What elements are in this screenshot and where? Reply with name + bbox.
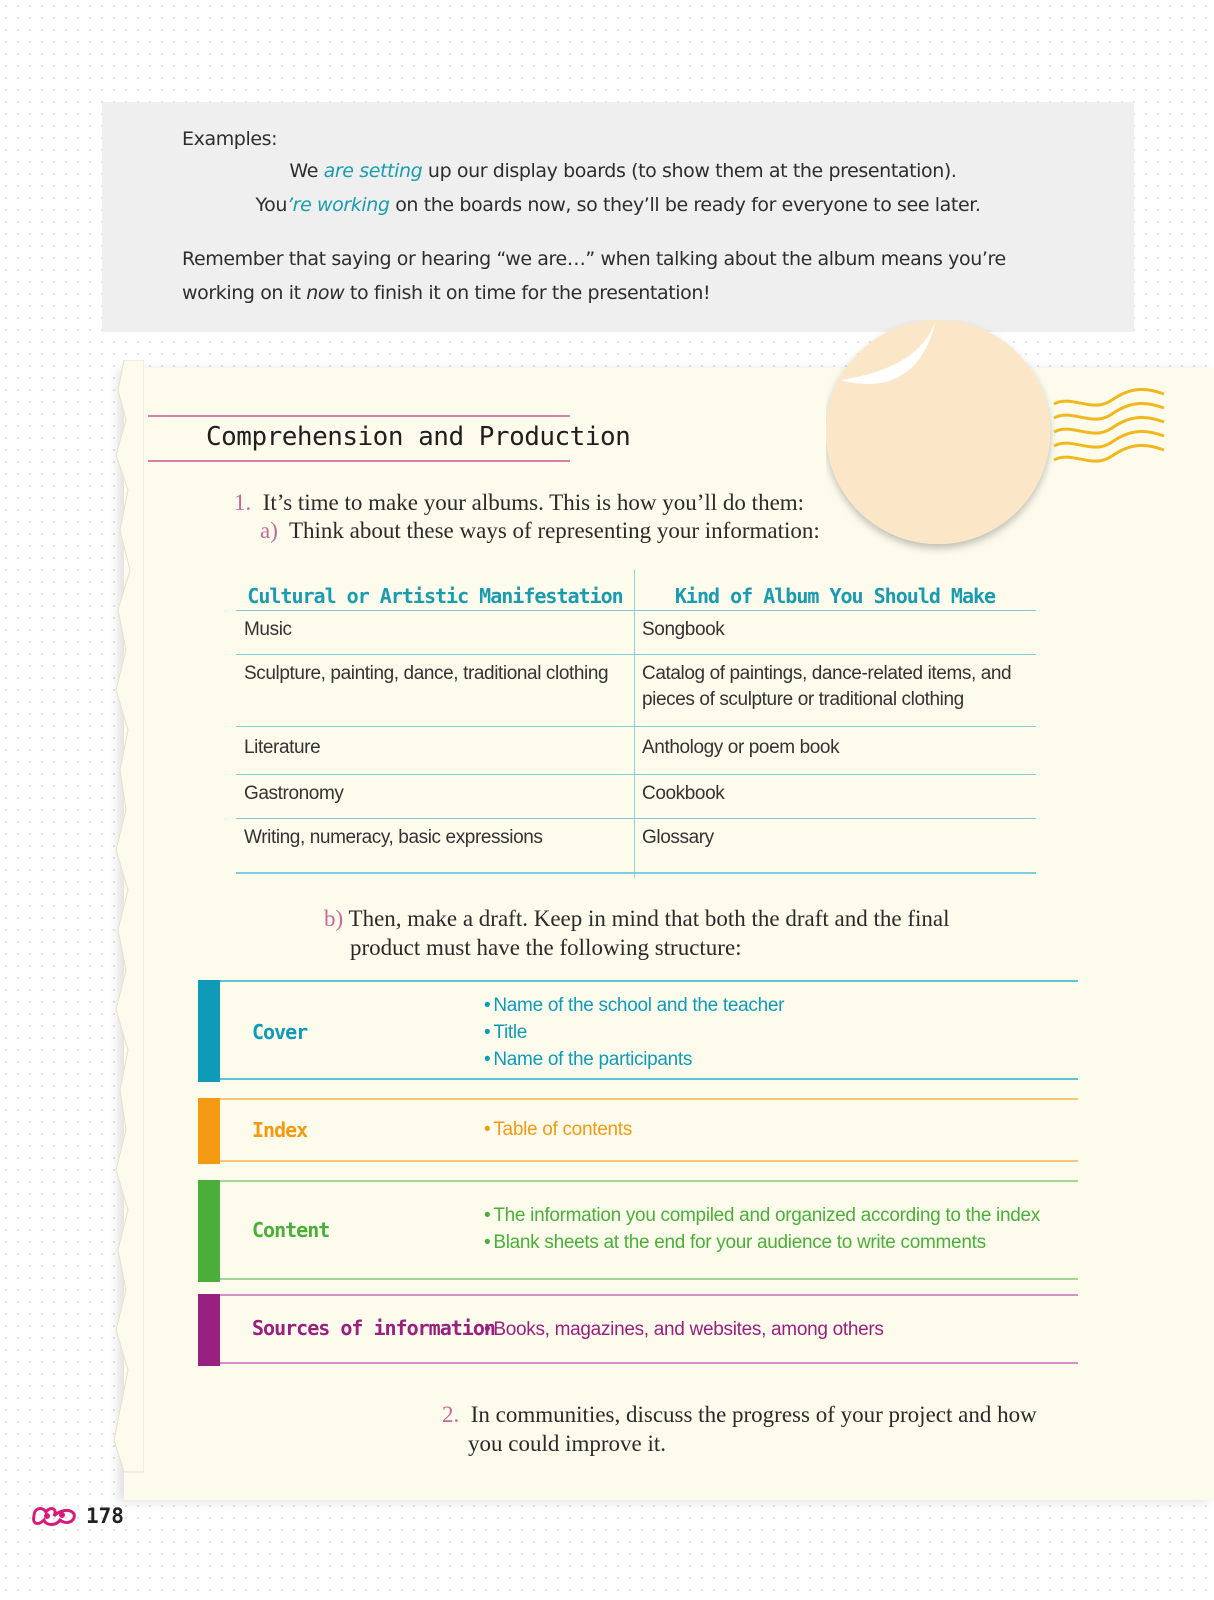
structure-label: Cover	[252, 1020, 308, 1044]
table-row	[236, 774, 1036, 818]
structure-label: Index	[252, 1118, 308, 1142]
instruction-1b-line-2: product must have the following structure:	[350, 935, 742, 960]
instruction-1a-text: Think about these ways of representing your information:	[288, 518, 820, 543]
table-cell: Gastronomy	[244, 783, 344, 804]
structure-color-bar	[198, 1294, 220, 1366]
table-cell: Glossary	[642, 827, 714, 848]
remember-pre: Remember that saying or hearing “we are…” when talking about the album means you’re working on it	[182, 248, 1006, 304]
example-2-pre: You	[255, 194, 288, 216]
structure-bullets	[484, 1116, 632, 1143]
instruction-1b	[324, 904, 950, 962]
remember-note	[182, 242, 1062, 310]
instruction-2	[442, 1400, 1037, 1458]
structure-color-bar	[198, 1180, 220, 1282]
structure-bullet: • Table of contents	[484, 1116, 632, 1143]
table-cell: Literature	[244, 737, 321, 758]
table-cell: Anthology or poem book	[642, 737, 840, 758]
structure-bullets	[484, 1316, 884, 1343]
torn-edge-decoration	[104, 360, 144, 1480]
heading-rule-top	[148, 415, 570, 417]
structure-label: Sources of information	[252, 1316, 495, 1340]
structure-bullet: • Books, magazines, and websites, among others	[484, 1316, 884, 1343]
structure-rule-top	[220, 980, 1078, 982]
structure-color-bar	[198, 1098, 220, 1164]
heading-rule-bottom	[148, 460, 570, 462]
table-row	[236, 610, 1036, 654]
examples-box	[102, 102, 1134, 332]
instruction-1-text: It’s time to make your albums. This is how you’ll do them:	[262, 490, 805, 515]
instruction-1a-letter: a)	[260, 518, 278, 543]
table-row	[236, 818, 1036, 872]
instruction-1b-letter: b)	[324, 906, 344, 931]
structure-row-index	[198, 1098, 1078, 1164]
structure-color-bar	[198, 980, 220, 1082]
publisher-logo-icon	[30, 1502, 78, 1528]
structure-bullet: • Name of the participants	[484, 1046, 784, 1073]
structure-rule-bottom	[220, 1362, 1078, 1364]
instruction-2-number: 2.	[442, 1402, 460, 1427]
example-sentence-1	[102, 160, 1134, 182]
table-cell: Music	[244, 619, 292, 640]
structure-bullet: • Title	[484, 1019, 784, 1046]
structure-rule-bottom	[220, 1160, 1078, 1162]
structure-bullet: • Name of the school and the teacher	[484, 992, 784, 1019]
circle-sticker-decoration	[826, 320, 1066, 556]
table-cell: Writing, numeracy, basic expressions	[244, 827, 543, 848]
instruction-1b-line-1: Then, make a draft. Keep in mind that both the draft and the final	[348, 906, 950, 931]
table-cell: Songbook	[642, 619, 725, 640]
structure-bullet: • Blank sheets at the end for your audience to write comments	[484, 1229, 1040, 1256]
example-1-post: up our display boards (to show them at the presentation).	[422, 160, 957, 182]
instruction-2-line-1: In communities, discuss the progress of your project and how	[470, 1402, 1037, 1427]
table-header-album-kind: Kind of Album You Should Make	[674, 584, 996, 608]
example-1-pre: We	[289, 160, 324, 182]
page-number: 178	[86, 1504, 124, 1528]
postmark-waves-decoration	[1052, 374, 1166, 466]
structure-label: Content	[252, 1218, 330, 1242]
section-heading: Comprehension and Production	[206, 422, 631, 452]
table-header-manifestation: Cultural or Artistic Manifestation	[247, 584, 623, 608]
table-cell: Catalog of paintings, dance-related items, and pieces of sculpture or traditional clothing	[642, 663, 1012, 710]
structure-row-cover	[198, 980, 1078, 1082]
examples-title: Examples:	[182, 128, 278, 150]
structure-row-content	[198, 1180, 1078, 1282]
structure-bullet: • The information you compiled and organized according to the index	[484, 1202, 1040, 1229]
instruction-1a	[260, 518, 820, 544]
structure-row-sources	[198, 1294, 1078, 1366]
example-1-highlight: are setting	[323, 160, 423, 182]
example-sentence-2	[102, 194, 1134, 216]
table-cell: Sculpture, painting, dance, traditional clothing	[244, 663, 609, 684]
example-2-post: on the boards now, so they’ll be ready for everyone to see later.	[389, 194, 981, 216]
table-row	[236, 654, 1036, 726]
table-cell: Cookbook	[642, 783, 725, 804]
instruction-1	[234, 490, 804, 516]
structure-bullets	[484, 992, 784, 1073]
structure-bullets	[484, 1202, 1040, 1256]
instruction-2-line-2: you could improve it.	[468, 1431, 667, 1456]
remember-emphasis: now	[306, 282, 345, 304]
structure-rule-top	[220, 1294, 1078, 1296]
table-bottom-rule	[236, 872, 1036, 874]
structure-rule-bottom	[220, 1278, 1078, 1280]
example-2-highlight: ’re working	[287, 194, 390, 216]
structure-rule-top	[220, 1098, 1078, 1100]
table-row	[236, 726, 1036, 774]
structure-rule-top	[220, 1180, 1078, 1182]
structure-rule-bottom	[220, 1078, 1078, 1080]
remember-post: to finish it on time for the presentation!	[344, 282, 711, 304]
instruction-1-number: 1.	[234, 490, 252, 515]
